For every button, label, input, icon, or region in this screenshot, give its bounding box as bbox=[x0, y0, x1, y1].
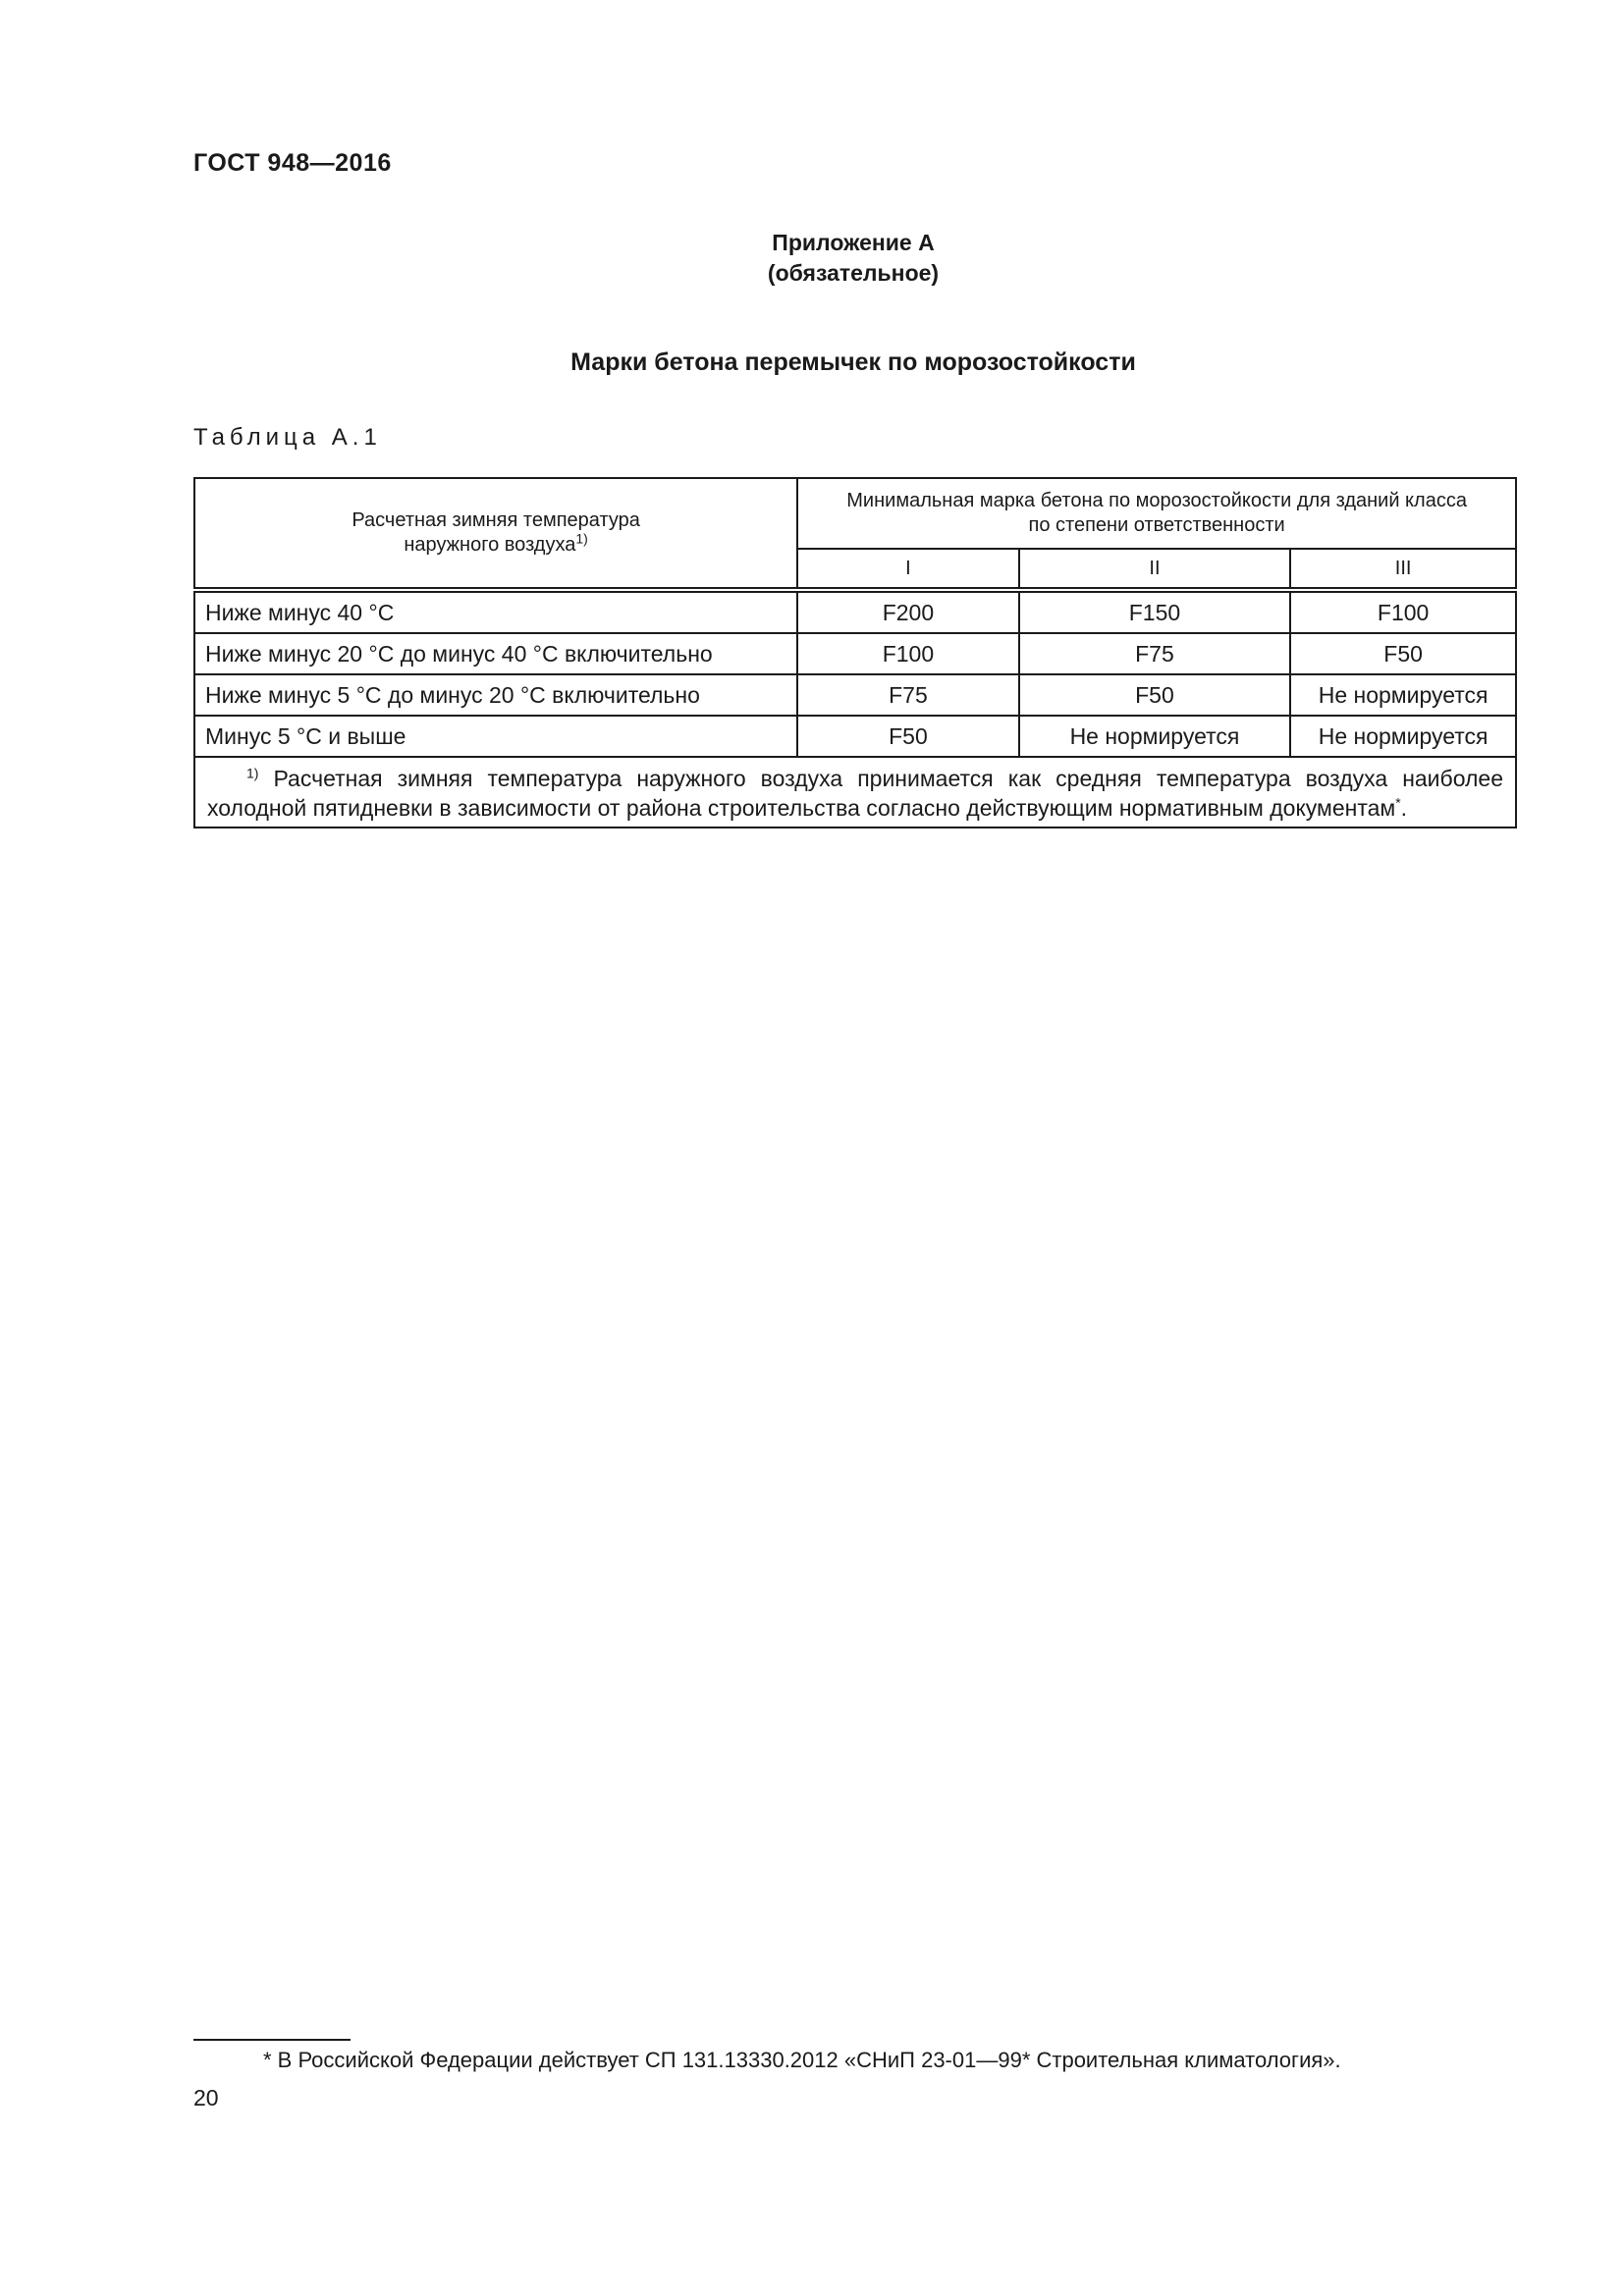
table-row bbox=[194, 716, 1516, 757]
appendix-heading bbox=[0, 228, 1624, 289]
table-note-marker: 1) bbox=[246, 765, 259, 781]
temperature-cell: Ниже минус 40 °С bbox=[194, 590, 797, 633]
grade-cell: Не нормируется bbox=[1290, 716, 1516, 757]
table-row bbox=[194, 590, 1516, 633]
grade-cell: F75 bbox=[797, 674, 1018, 716]
appendix-title: Приложение А bbox=[772, 230, 935, 255]
section-title: Марки бетона перемычек по морозостойкости bbox=[570, 348, 1136, 376]
class-header-1: I bbox=[797, 549, 1018, 590]
appendix-status: (обязательное) bbox=[767, 260, 940, 286]
table-note bbox=[194, 757, 1516, 828]
grade-group-header: Минимальная марка бетона по морозостойкости для зданий класса по степени ответственности bbox=[797, 478, 1516, 549]
grade-cell: F50 bbox=[1290, 633, 1516, 674]
temperature-cell: Ниже минус 5 °С до минус 20 °С включительно bbox=[194, 674, 797, 716]
grade-cell: F100 bbox=[797, 633, 1018, 674]
grade-cell: F50 bbox=[797, 716, 1018, 757]
temperature-column-header bbox=[194, 478, 797, 590]
grade-cell: Не нормируется bbox=[1290, 674, 1516, 716]
footnote-divider bbox=[193, 2039, 351, 2041]
grade-cell: Не нормируется bbox=[1019, 716, 1291, 757]
temperature-header-text: Расчетная зимняя температура наружного воздуха bbox=[352, 509, 640, 556]
temperature-cell: Ниже минус 20 °С до минус 40 °С включительно bbox=[194, 633, 797, 674]
page-footnote: * В Российской Федерации действует СП 131.13330.2012 «СНиП 23-01—99* Строительная климатология». bbox=[263, 2048, 1341, 2072]
document-code: ГОСТ 948—2016 bbox=[193, 149, 392, 177]
table-header-row bbox=[194, 478, 1516, 549]
table-label: Таблица А.1 bbox=[193, 424, 382, 451]
grade-cell: F150 bbox=[1019, 590, 1291, 633]
temperature-cell: Минус 5 °С и выше bbox=[194, 716, 797, 757]
grade-cell: F100 bbox=[1290, 590, 1516, 633]
table-note-row bbox=[194, 757, 1516, 828]
table-row bbox=[194, 674, 1516, 716]
table-note-end: . bbox=[1400, 795, 1408, 821]
grade-cell: F50 bbox=[1019, 674, 1291, 716]
page-number: 20 bbox=[193, 2085, 219, 2110]
table-row bbox=[194, 633, 1516, 674]
table-note-star: * bbox=[1395, 794, 1401, 811]
class-header-2: II bbox=[1019, 549, 1291, 590]
class-header-3: III bbox=[1290, 549, 1516, 590]
grade-cell: F75 bbox=[1019, 633, 1291, 674]
table-note-text: Расчетная зимняя температура наружного воздуха принимается как средняя температура воздуха наиболее холодной пятидневки в зависимости от района строительства согласно действующим нормативным документам bbox=[207, 766, 1503, 821]
footnote-marker: 1) bbox=[575, 530, 588, 547]
grade-cell: F200 bbox=[797, 590, 1018, 633]
frost-resistance-table bbox=[193, 477, 1517, 828]
